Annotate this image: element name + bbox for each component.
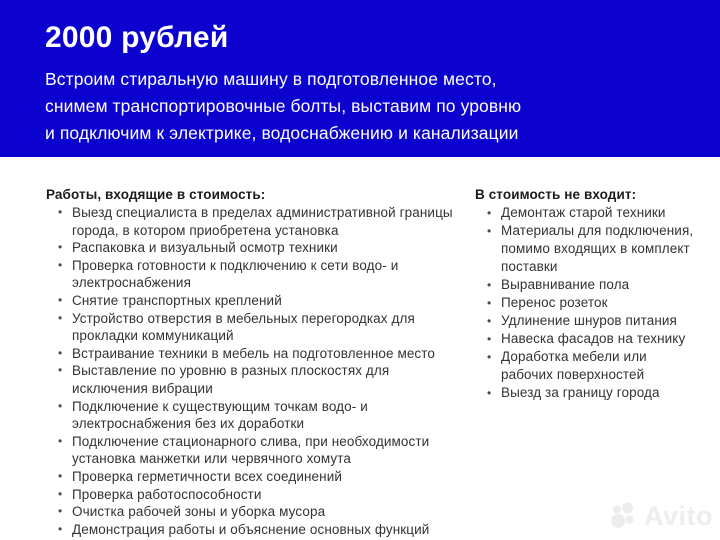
list-item: • Удлинение шнуров питания — [475, 312, 702, 330]
list-item: • Проверка работоспособности — [46, 486, 459, 504]
avito-brand-text: Avito — [644, 501, 713, 531]
list-item: • Проверка готовности к подключению к сети водо- и электроснабжения — [46, 257, 459, 292]
list-item: • Материалы для подключения, помимо входящих в комплект поставки — [475, 222, 702, 276]
list-item: • Снятие транспортных креплений — [46, 292, 459, 310]
list-item: • Устройство отверстия в мебельных перегородках для прокладки коммуникаций — [46, 310, 459, 345]
description-line-1: Встроим стиральную машину в подготовленное место, — [45, 69, 497, 89]
list-item: • Встраивание техники в мебель на подготовленное место — [46, 345, 459, 363]
list-item: • Перенос розеток — [475, 294, 702, 312]
list-item: • Подключение стационарного слива, при необходимости установка манжетки или червячного хомута — [46, 433, 459, 468]
price-banner — [0, 0, 720, 157]
service-description — [45, 66, 680, 147]
details-section — [0, 157, 720, 538]
list-item: • Подключение к существующим точкам водо- и электроснабжения без их доработки — [46, 398, 459, 433]
excluded-list — [475, 204, 702, 402]
price-title: 2000 рублей — [45, 21, 229, 54]
list-item: • Проверка герметичности всех соединений — [46, 468, 459, 486]
list-item: • Выезд специалиста в пределах административной границы города, в котором приобретена установка — [46, 204, 459, 239]
excluded-heading: В стоимость не входит: — [475, 187, 637, 202]
excluded-works-column — [475, 187, 702, 538]
included-heading: Работы, входящие в стоимость: — [46, 187, 266, 202]
list-item: • Выезд за границу города — [475, 384, 702, 402]
description-line-2: снимем транспортировочные болты, выставим по уровню — [45, 96, 522, 116]
list-item: • Очистка рабочей зоны и уборка мусора — [46, 503, 459, 521]
list-item: • Навеска фасадов на технику — [475, 330, 702, 348]
list-item: • Распаковка и визуальный осмотр техники — [46, 239, 459, 257]
list-item: • Выравнивание пола — [475, 276, 702, 294]
included-list — [46, 204, 459, 538]
included-works-column — [46, 187, 459, 538]
list-item: • Демонтаж старой техники — [475, 204, 702, 222]
avito-watermark — [611, 501, 713, 532]
list-item: • Выставление по уровню в разных плоскостях для исключения вибрации — [46, 362, 459, 397]
avito-logo-icon — [611, 502, 641, 532]
list-item: • Демонстрация работы и объяснение основных функций — [46, 521, 459, 539]
description-line-3: и подключим к электрике, водоснабжению и канализации — [45, 123, 519, 143]
list-item: • Доработка мебели или рабочих поверхностей — [475, 348, 702, 384]
